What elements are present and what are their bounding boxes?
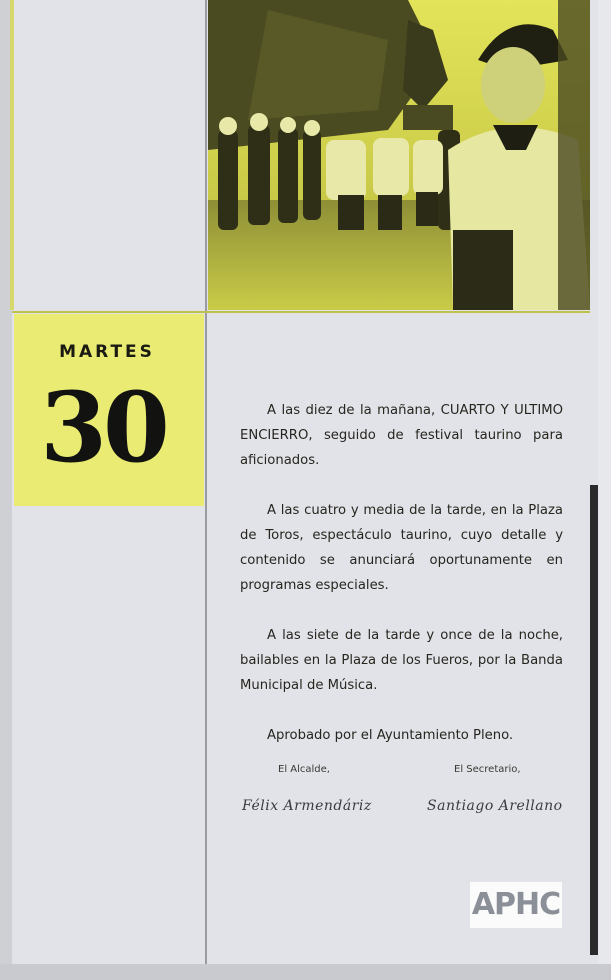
mayor-signature: Félix Armendáriz bbox=[242, 798, 372, 814]
column-divider bbox=[205, 0, 207, 965]
paragraph-bailables: A las siete de la tarde y once de la noche, bailables en la Plaza de los Fueros, por la Banda Municipal de Música. bbox=[240, 628, 563, 693]
section-divider bbox=[12, 311, 590, 313]
paragraph-encierro: A las diez de la mañana, CUARTO Y ULTIMO ENCIERRO, seguido de festival taurino para aficionados. bbox=[240, 403, 563, 468]
page-right-margin bbox=[598, 0, 611, 980]
yellow-edge-strip bbox=[10, 0, 14, 310]
approval-line: Aprobado por el Ayuntamiento Pleno. bbox=[267, 728, 514, 743]
weekday-label: MARTES bbox=[59, 342, 155, 362]
page-bottom-edge bbox=[0, 964, 611, 980]
paragraph-toros: A las cuatro y media de la tarde, en la Plaza de Toros, espectáculo taurino, cuyo detalle y contenido se anunciará oportunamente en programas especiales. bbox=[240, 503, 563, 593]
secretary-title: El Secretario, bbox=[454, 764, 521, 775]
procession-photo bbox=[208, 0, 590, 310]
archive-watermark: APHC bbox=[470, 882, 562, 928]
mayor-title: El Alcalde, bbox=[278, 764, 330, 775]
day-number: 30 bbox=[40, 371, 166, 484]
secretary-signature: Santiago Arellano bbox=[427, 798, 563, 814]
program-text bbox=[240, 398, 563, 756]
date-box bbox=[14, 314, 204, 506]
